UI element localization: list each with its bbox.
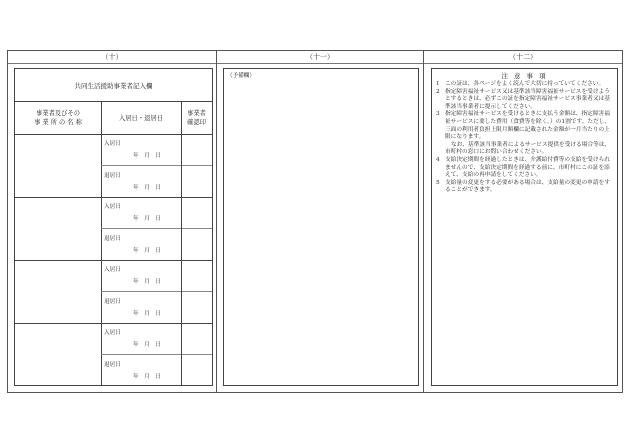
note-item [436,180,614,195]
divider [424,63,622,64]
note-number: 5 [436,179,440,186]
header-dates: 入居日・退居日 [101,101,182,134]
move-in-label: 入居日 [104,330,121,336]
memo-box [223,68,419,386]
note-number: 3 [436,111,440,118]
notes-list [436,81,614,195]
seal-cell [181,197,212,260]
move-out-date: 年 月 日 [133,248,161,254]
row-divider [182,228,212,229]
seal-cell [181,260,212,323]
seal-cell [181,134,212,197]
note-text: 指定障害福祉サービス又は基準該当障害福祉サービスを受けようとするときは、必ずこの証を指定障害福祉サービス事業者又は基準該当事業者に提示してください。 [445,88,610,110]
certificate-sheet [7,50,623,393]
move-out-date: 年 月 日 [133,185,161,191]
move-out-date: 年 月 日 [133,311,161,317]
row-divider [101,354,181,355]
table-title: 共同生活援助事業者記入欄 [15,69,212,102]
move-in-date: 年 月 日 [133,342,161,348]
note-text: 支給量の変更をする必要がある場合は、支給量の変更の申請をすることができます。 [445,179,610,194]
header-text: 事業者及びその [35,109,81,117]
panel-number: （十一） [306,53,334,61]
move-out-date: 年 月 日 [133,374,161,380]
note-item [436,157,614,180]
move-in-date: 年 月 日 [133,279,161,285]
provider-name-cell [15,197,102,260]
divider [8,63,216,64]
row-divider [101,165,181,166]
record-group [15,197,212,261]
memo-label: （予備欄） [227,73,255,79]
move-out-label: 退居日 [104,236,121,242]
move-in-label: 入居日 [104,267,121,273]
note-text: この証は、各ページをよく読んで大切に持っていてください。 [445,81,605,87]
header-text: 確認印 [187,118,206,126]
move-in-date: 年 月 日 [133,153,161,159]
panel-twelve [424,51,622,392]
move-in-date: 年 月 日 [133,216,161,222]
provider-name-cell [15,260,102,323]
note-item [436,89,614,112]
note-number: 1 [436,81,440,87]
move-out-label: 退居日 [104,173,121,179]
note-text: 指定障害福祉サービスを受けるときに支払う金額は、指定障害福祉サービスに要した費用（食費等を除く。）の1割です。ただし、三面の利用者負担上限月額欄に記載された金額が一月当たりの上限になります。 [445,111,611,141]
notes-title: 注 意 事 項 [501,72,548,80]
note-item [436,111,614,141]
panel-ten [8,51,217,392]
note-item [436,81,614,89]
panel-number: （十二） [509,53,537,61]
row-divider [182,291,212,292]
provider-name-cell [15,323,102,386]
move-in-label: 入居日 [104,141,121,147]
header-text: 事業者 [187,109,206,117]
header-seal [181,101,212,134]
divider [217,63,423,64]
seal-cell [181,323,212,386]
move-in-label: 入居日 [104,204,121,210]
residence-record-table [14,68,213,386]
row-divider [182,165,212,166]
row-divider [101,228,181,229]
move-out-label: 退居日 [104,362,121,368]
row-divider [101,291,181,292]
table-header [15,101,212,135]
header-provider-name [15,101,102,134]
record-group [15,260,212,324]
record-group [15,323,212,386]
note-text: なお、基準該当事業者によるサービス提供を受ける場合等は、市町村の窓口にお問い合わせください。 [445,141,611,156]
note-number: 2 [436,88,440,95]
record-group [15,134,212,198]
notes-box [431,68,618,386]
panel-number: （十） [101,53,123,61]
provider-name-cell [15,134,102,197]
row-divider [182,354,212,355]
note-number: 4 [436,156,440,163]
move-out-label: 退居日 [104,299,121,305]
header-text: 事 業 所 の 名 称 [34,118,82,126]
note-number [436,142,445,157]
note-text: 支給決定期間を経過したときは、介護給付費等の支給を受けられませんので、支給決定期間を経過する前に、市町村にこの証を添えて、支給の再申請をしてください。 [445,156,610,179]
note-item [436,142,614,157]
panel-eleven [217,51,424,392]
